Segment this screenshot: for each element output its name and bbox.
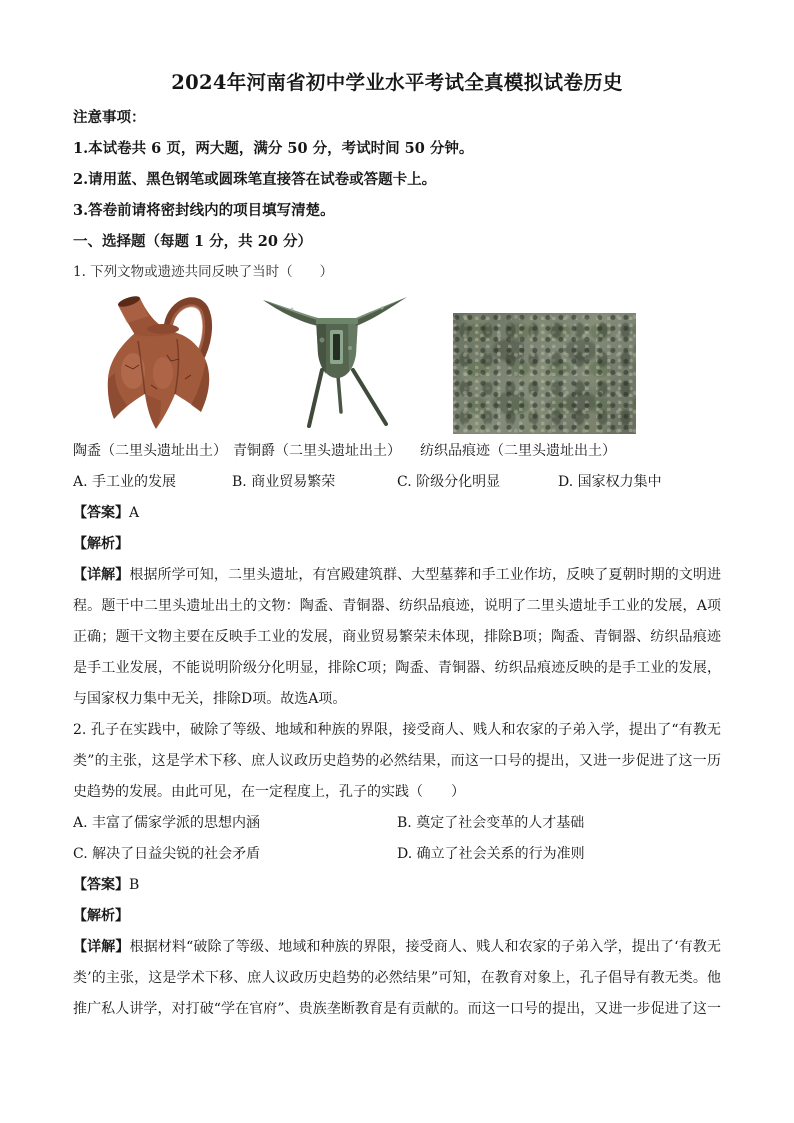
question-2-stem-line: 史趋势的发展。由此可见，在一定程度上，孔子的实践（ ） <box>73 784 465 800</box>
jue-body-shadow <box>316 320 326 374</box>
question-2-detail-line: 推广私人讲学，对打破“学在官府”、贵族垄断教育是有贡献的。而这一口号的提出，又进一步促进了这一 <box>73 1001 721 1017</box>
question-2-stem-line: 类”的主张，这是学术下移、庶人议政历史趋势的必然结果，而这一口号的提出，又进一步促进了这一历 <box>73 753 721 769</box>
figure-caption-textile: 纺织品痕迹（二里头遗址出土） <box>420 443 616 459</box>
option-d: D. 确立了社会关系的行为准则 <box>397 846 585 862</box>
question-2-answer <box>73 870 721 901</box>
jue-body-patina <box>348 320 358 372</box>
detail-text: 根据所学可知，二里头遗址，有宫殿建筑群、大型墓葬和手工业作坊，反映了夏朝时期的文明进 <box>129 567 721 583</box>
notice-item-2: 2.请用蓝、黑色钢笔或圆珠笔直接答在试卷或答题卡上。 <box>73 171 437 188</box>
figure-captions <box>73 436 721 467</box>
option-b: B. 奠定了社会变革的人才基础 <box>397 815 585 831</box>
jue-rim-band <box>316 318 358 324</box>
detail-label: 【详解】 <box>73 567 130 583</box>
answer-label: 【答案】 <box>73 877 129 893</box>
option-c: C. 阶级分化明显 <box>397 474 501 490</box>
option-c: C. 解决了日益尖锐的社会矛盾 <box>73 846 261 862</box>
jue-spout-edge <box>263 300 318 320</box>
jue-spout <box>263 300 318 326</box>
jue-leg-left <box>309 370 322 426</box>
jug-middle-lobe-highlight <box>153 357 173 389</box>
jue-leg-right <box>353 370 386 424</box>
answer-value: B <box>129 877 140 893</box>
exam-title: 2024年河南省初中学业水平考试全真模拟试卷历史 <box>171 71 623 94</box>
question-2-stem-line: 2. 孔子在实践中，破除了等级、地域和种族的界限，接受商人、贱人和农家的子弟入学，提出了“有教无 <box>73 722 721 738</box>
pottery-he-drawing <box>105 295 213 431</box>
textile-trace-image <box>453 313 636 434</box>
detail-label: 【详解】 <box>73 939 130 955</box>
question-1-detail-line: 是手工业发展，不能说明阶级分化明显，排除C项；陶盉、青铜器、纺织品痕迹反映的是手工业的发展， <box>73 660 721 676</box>
jue-patina-spot <box>381 307 384 310</box>
question-1-options <box>73 467 721 498</box>
question-1-detail-line: 程。题干中二里头遗址出土的文物：陶盉、青铜器、纺织品痕迹，说明了二里头遗址手工业的发展，A项 <box>73 598 721 614</box>
jue-patina-spot <box>291 308 294 311</box>
jug-left-lobe-highlight <box>121 353 145 389</box>
jug-top <box>147 324 179 334</box>
jue-side-opening <box>333 334 340 360</box>
question-2-options-row-1 <box>73 808 721 839</box>
question-1-figures <box>73 288 721 436</box>
section-heading: 一、选择题（每题 1 分，共 20 分） <box>73 233 312 250</box>
question-2-options-row-2 <box>73 839 721 870</box>
jue-leg-middle <box>338 376 341 412</box>
option-a: A. 丰富了儒家学派的思想内涵 <box>73 815 261 831</box>
figure-caption-bronze: 青铜爵（二里头遗址出土） <box>233 443 401 459</box>
question-1-analysis-label: 【解析】 <box>73 536 129 552</box>
question-2-detail-line: 类’的主张，这是学术下移、庶人议政历史趋势的必然结果”可知，在教育对象上，孔子倡导有教无类。他 <box>73 970 721 986</box>
question-1-stem: 1. 下列文物或遗迹共同反映了当时（ ） <box>73 264 334 280</box>
question-1-detail-line: 与国家权力集中无关，排除D项。故选A项。 <box>73 691 347 707</box>
question-1-detail-line <box>73 560 721 591</box>
option-d: D. 国家权力集中 <box>558 474 662 490</box>
jue-patina-spot <box>348 346 352 350</box>
answer-value: A <box>129 505 140 521</box>
question-1-detail-line: 正确；题干文物主要在反映手工业的发展，商业贸易繁荣未体现，排除B项；陶盉、青铜器、纺织品痕迹 <box>73 629 721 645</box>
exam-content <box>73 102 721 1025</box>
notice-item-1: 1.本试卷共 6 页，两大题，满分 50 分，考试时间 50 分钟。 <box>73 140 474 157</box>
notice-heading: 注意事项： <box>73 109 146 126</box>
option-a: A. 手工业的发展 <box>73 474 177 490</box>
jue-tail <box>356 297 407 326</box>
question-2-analysis-label: 【解析】 <box>73 908 129 924</box>
notice-item-3: 3.答卷前请将密封线内的项目填写清楚。 <box>73 202 335 219</box>
answer-label: 【答案】 <box>73 505 129 521</box>
bronze-jue-image <box>262 296 408 428</box>
bronze-jue-drawing <box>262 296 408 428</box>
question-2-detail-line <box>73 932 721 963</box>
option-b: B. 商业贸易繁荣 <box>232 474 336 490</box>
figure-caption-pottery: 陶盉（二里头遗址出土） <box>73 443 227 459</box>
detail-text: 根据材料“破除了等级、地域和种族的界限，接受商人、贱人和农家的子弟入学，提出了‘有教无 <box>129 939 721 955</box>
pottery-he-image <box>105 295 213 431</box>
jue-patina-spot <box>320 338 325 343</box>
question-1-answer <box>73 498 721 529</box>
